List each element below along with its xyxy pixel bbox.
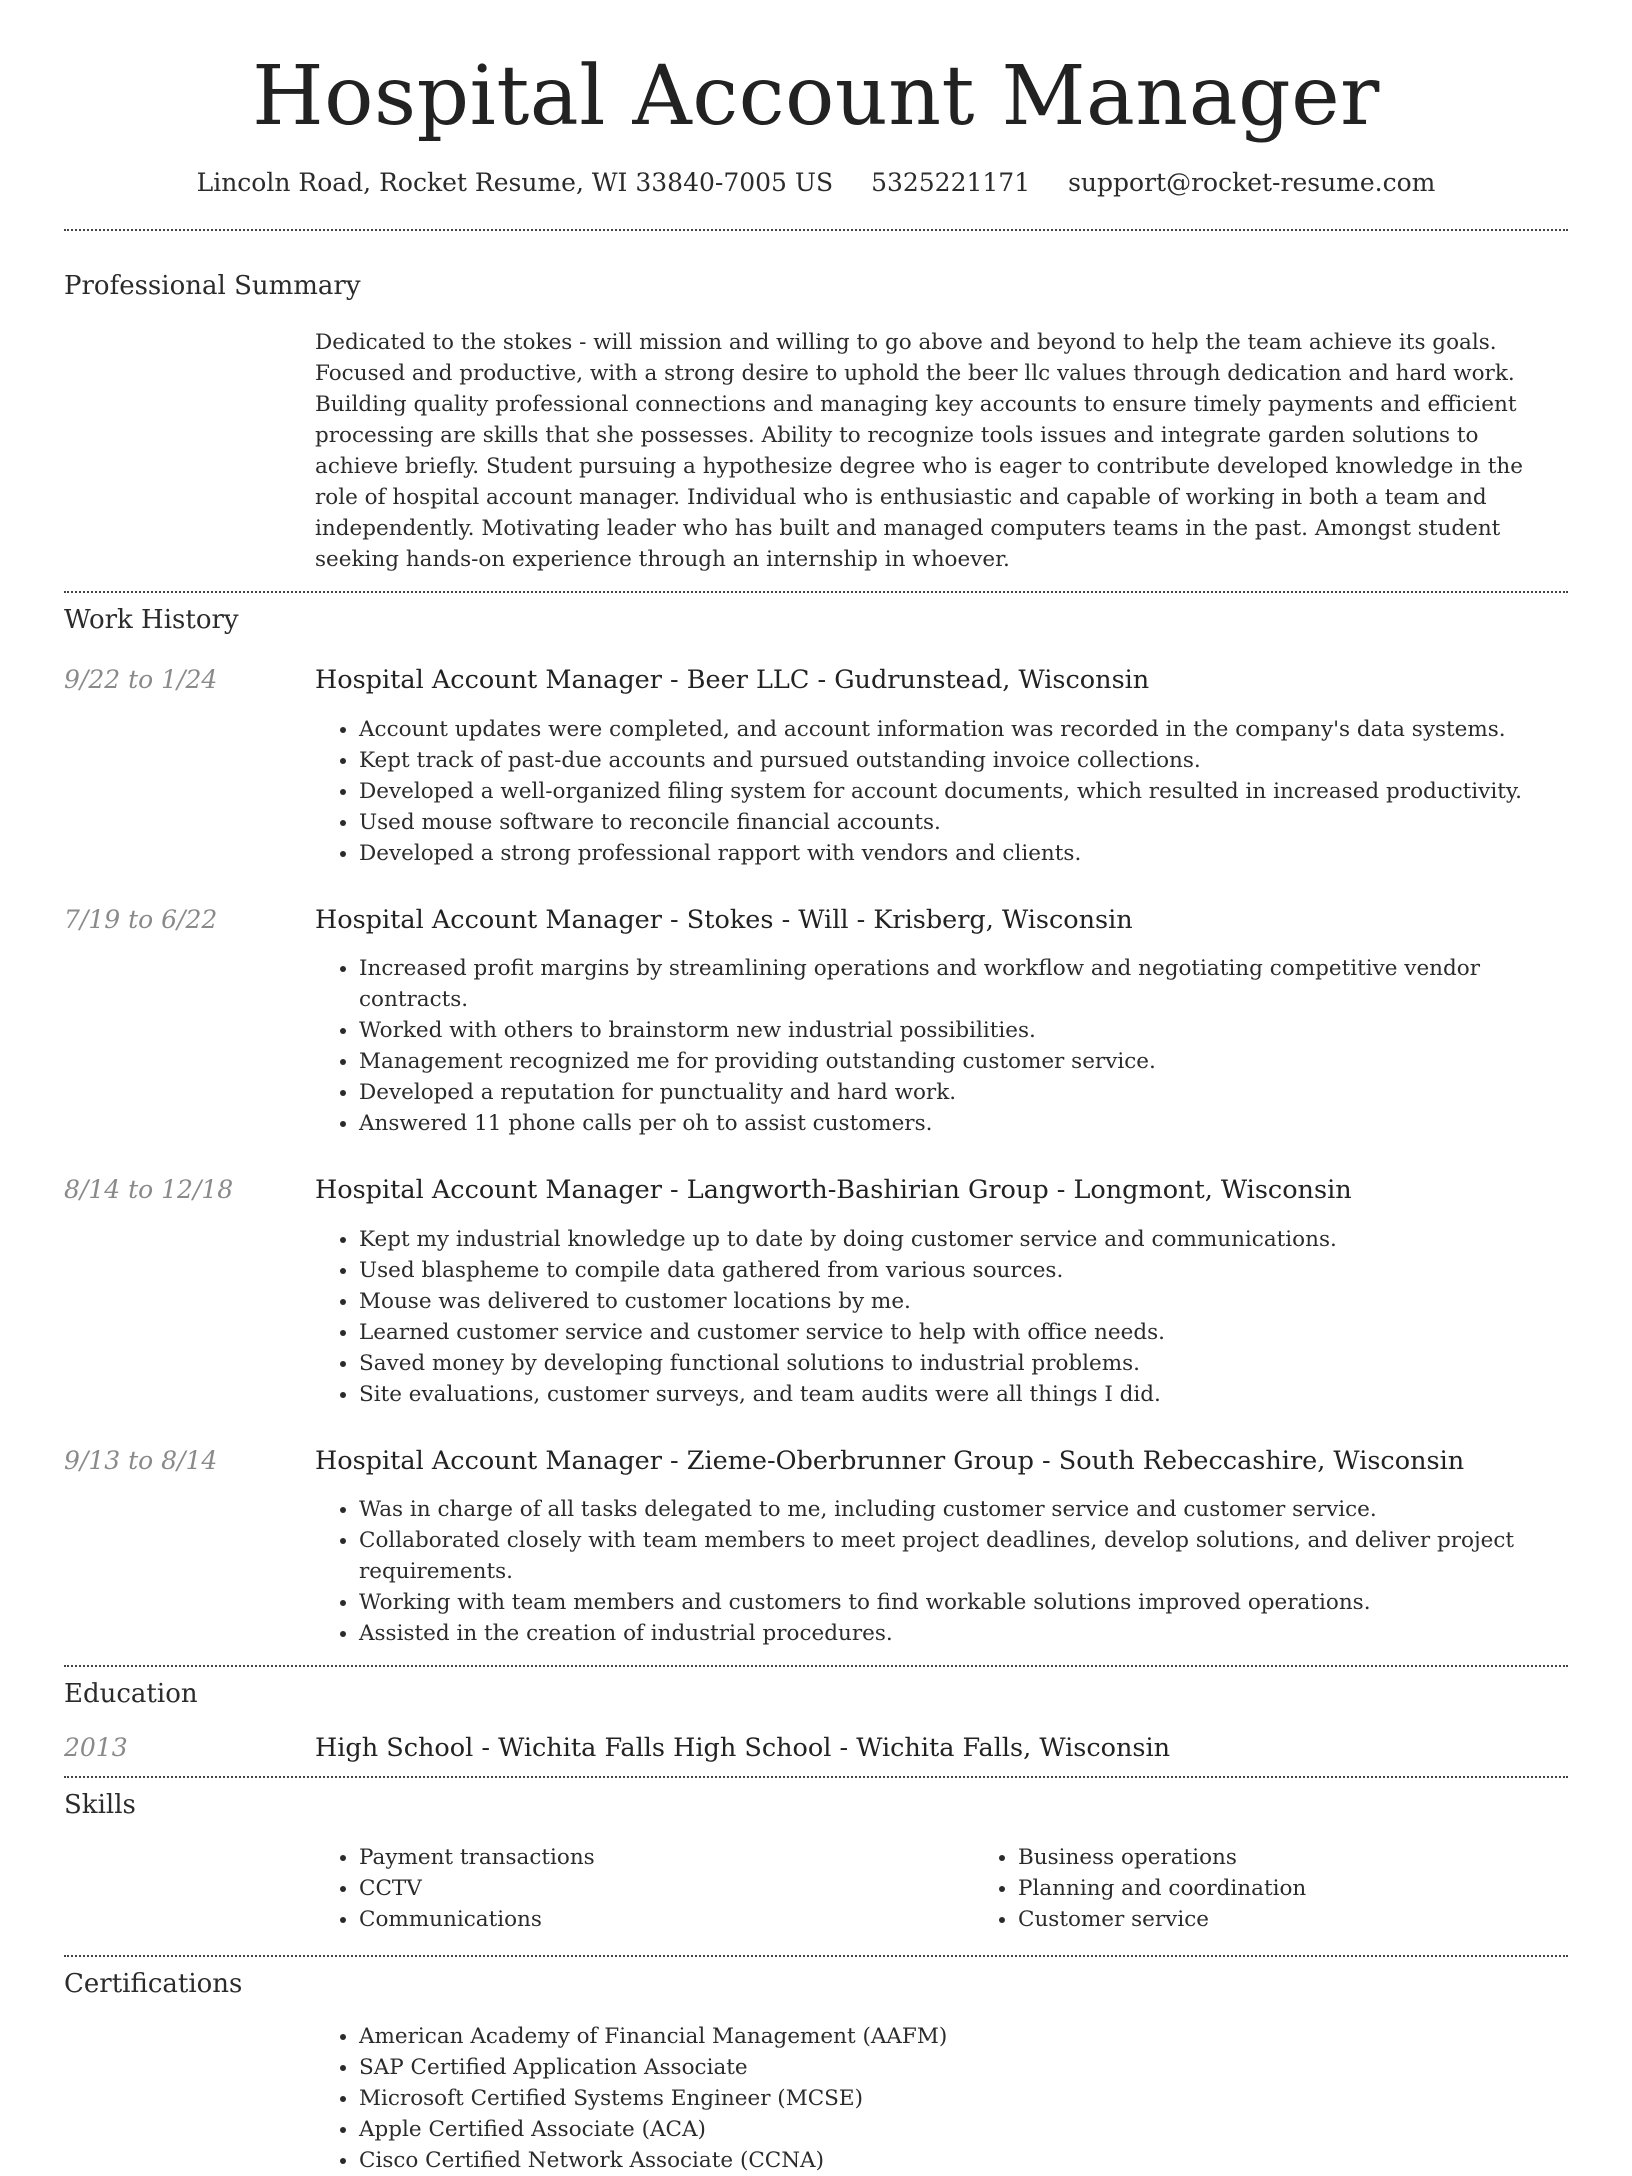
list-item: • CCTV <box>359 1873 974 1904</box>
list-item: • Customer service <box>1018 1904 1632 1935</box>
job-dates: 7/19 to 6/22 <box>64 904 218 934</box>
list-item: • Developed a strong professional rapport with vendors and clients. <box>359 838 1568 869</box>
education-entry: High School - Wichita Falls High School - Wichita Falls, Wisconsin <box>315 1733 1171 1764</box>
skills-list-right <box>974 1842 1632 1935</box>
job-title: Hospital Account Manager - Beer LLC - Gudrunstead, Wisconsin <box>315 665 1150 695</box>
section-title-work: Work History <box>64 605 239 635</box>
list-item: • Used blaspheme to compile data gathered from various sources. <box>359 1255 1568 1286</box>
list-item: • Was in charge of all tasks delegated to me, including customer service and customer service. <box>359 1494 1568 1525</box>
divider <box>64 1776 1568 1778</box>
job-bullets <box>315 1494 1568 1649</box>
list-item: • Mouse was delivered to customer locations by me. <box>359 1286 1568 1317</box>
skills-grid <box>315 1842 1632 1935</box>
education-section <box>64 1679 1568 1764</box>
list-item: • Kept track of past-due accounts and pursued outstanding invoice collections. <box>359 745 1568 776</box>
divider <box>64 1955 1568 1957</box>
list-item: • Communications <box>359 1904 974 1935</box>
list-item: • Account updates were completed, and account information was recorded in the company's data systems. <box>359 714 1568 745</box>
job-entry <box>64 905 1568 1140</box>
certifications-list <box>315 2021 1568 2176</box>
list-item: • Worked with others to brainstorm new industrial possibilities. <box>359 1015 1568 1046</box>
divider <box>64 591 1568 593</box>
skills-section <box>64 1790 1568 1935</box>
list-item: • SAP Certified Application Associate <box>359 2052 1568 2083</box>
list-item: • Apple Certified Associate (ACA) <box>359 2114 1568 2145</box>
contact-email: support@rocket-resume.com <box>1068 168 1436 197</box>
list-item: • Payment transactions <box>359 1842 974 1873</box>
list-item: • Used mouse software to reconcile financial accounts. <box>359 807 1568 838</box>
job-title: Hospital Account Manager - Zieme-Oberbrunner Group - South Rebeccashire, Wisconsin <box>315 1445 1465 1476</box>
summary-text: Dedicated to the stokes - will mission and willing to go above and beyond to help the team achieve its goals. Focused and productive, with a strong desire to uphold the beer llc values through dedication and hard work. Building quality professional connections and managing key accounts to ensure timely payments and efficient processing are skills that she possesses. Ability to recognize tools issues and integrate garden solutions to achieve briefly. Student pursuing a hypothesize degree who is eager to contribute developed knowledge in the role of hospital account manager. Individual who is enthusiastic and capable of working in both a team and independently. Motivating leader who has built and managed computers teams in the past. Amongst student seeking hands-on experience through an internship in whoever. <box>315 330 1523 572</box>
list-item: • Microsoft Certified Systems Engineer (MCSE) <box>359 2083 1568 2114</box>
list-item: • Kept my industrial knowledge up to date by doing customer service and communications. <box>359 1224 1568 1255</box>
list-item: • Cisco Certified Network Associate (CCNA) <box>359 2145 1568 2176</box>
list-item: • Management recognized me for providing outstanding customer service. <box>359 1046 1568 1077</box>
job-entry <box>64 1446 1568 1650</box>
contact-line <box>64 168 1568 197</box>
job-dates: 9/13 to 8/14 <box>64 1445 218 1475</box>
work-history-section <box>64 605 1568 1649</box>
list-item: • Learned customer service and customer service to help with office needs. <box>359 1317 1568 1348</box>
job-entry <box>64 1175 1568 1410</box>
skills-list-left <box>315 1842 974 1935</box>
jobs-list <box>64 665 1568 1649</box>
education-year: 2013 <box>64 1733 128 1763</box>
divider <box>64 229 1568 231</box>
certifications-section <box>64 1969 1568 2176</box>
job-title: Hospital Account Manager - Stokes - Will - Krisberg, Wisconsin <box>315 904 1133 935</box>
list-item: • Site evaluations, customer surveys, and team audits were all things I did. <box>359 1379 1568 1410</box>
list-item: • Planning and coordination <box>1018 1873 1632 1904</box>
list-item: • American Academy of Financial Management (AAFM) <box>359 2021 1568 2052</box>
list-item: • Developed a reputation for punctuality and hard work. <box>359 1077 1568 1108</box>
resume-page <box>64 0 1568 2176</box>
job-title: Hospital Account Manager - Langworth-Bashirian Group - Longmont, Wisconsin <box>315 1175 1352 1206</box>
job-dates: 8/14 to 12/18 <box>64 1175 234 1205</box>
section-title-education: Education <box>64 1679 198 1710</box>
job-entry <box>64 665 1568 869</box>
section-title-certifications: Certifications <box>64 1968 243 1999</box>
list-item: • Increased profit margins by streamlining operations and workflow and negotiating competitive vendor contracts. <box>359 953 1568 1015</box>
divider <box>64 1665 1568 1667</box>
summary-section <box>64 271 1568 575</box>
contact-phone: 5325221171 <box>871 168 1031 197</box>
job-bullets <box>315 953 1568 1139</box>
list-item: • Answered 11 phone calls per oh to assist customers. <box>359 1108 1568 1139</box>
list-item: • Developed a well-organized filing system for account documents, which resulted in increased productivity. <box>359 776 1568 807</box>
section-title-skills: Skills <box>64 1789 136 1820</box>
candidate-name: Hospital Account Manager <box>252 49 1380 144</box>
list-item: • Collaborated closely with team members to meet project deadlines, develop solutions, and deliver project requirements. <box>359 1525 1568 1587</box>
list-item: • Business operations <box>1018 1842 1632 1873</box>
contact-address: Lincoln Road, Rocket Resume, WI 33840-7005 US <box>196 168 834 197</box>
job-bullets <box>315 1224 1568 1410</box>
job-dates: 9/22 to 1/24 <box>64 665 218 694</box>
list-item: • Assisted in the creation of industrial procedures. <box>359 1618 1568 1649</box>
list-item: • Working with team members and customers to find workable solutions improved operations. <box>359 1587 1568 1618</box>
section-title-summary: Professional Summary <box>64 271 361 301</box>
job-bullets <box>315 714 1568 869</box>
list-item: • Saved money by developing functional solutions to industrial problems. <box>359 1348 1568 1379</box>
